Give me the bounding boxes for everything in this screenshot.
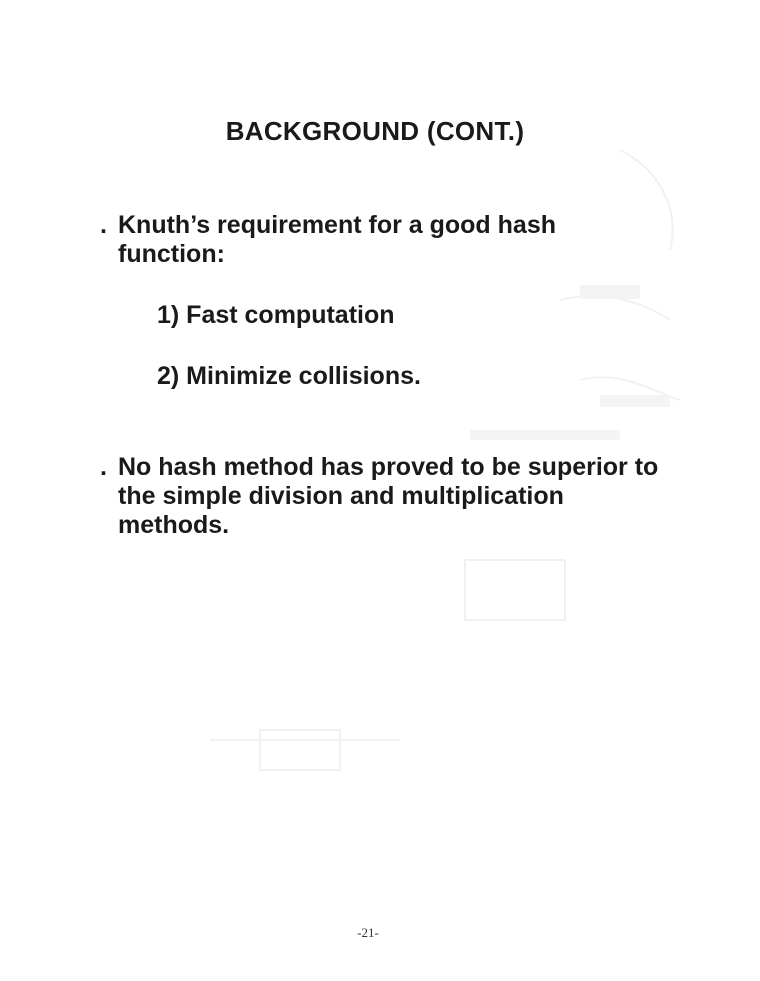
bullet-knuth-requirement xyxy=(100,211,660,269)
bullet-text: No hash method has proved to be superior to the simple division and multiplication methods. xyxy=(118,453,659,539)
page-title: BACKGROUND (CONT.) xyxy=(225,116,525,146)
requirement-item-1: 1) Fast computation xyxy=(157,301,395,329)
page-number: -21- xyxy=(357,925,379,940)
requirement-item-2: 2) Minimize collisions. xyxy=(157,362,421,390)
bullet-no-superior-method xyxy=(100,453,660,540)
bullet-marker: . xyxy=(100,453,107,481)
bullet-text: Knuth’s requirement for a good hash function: xyxy=(118,211,556,268)
bullet-marker: . xyxy=(100,211,107,239)
